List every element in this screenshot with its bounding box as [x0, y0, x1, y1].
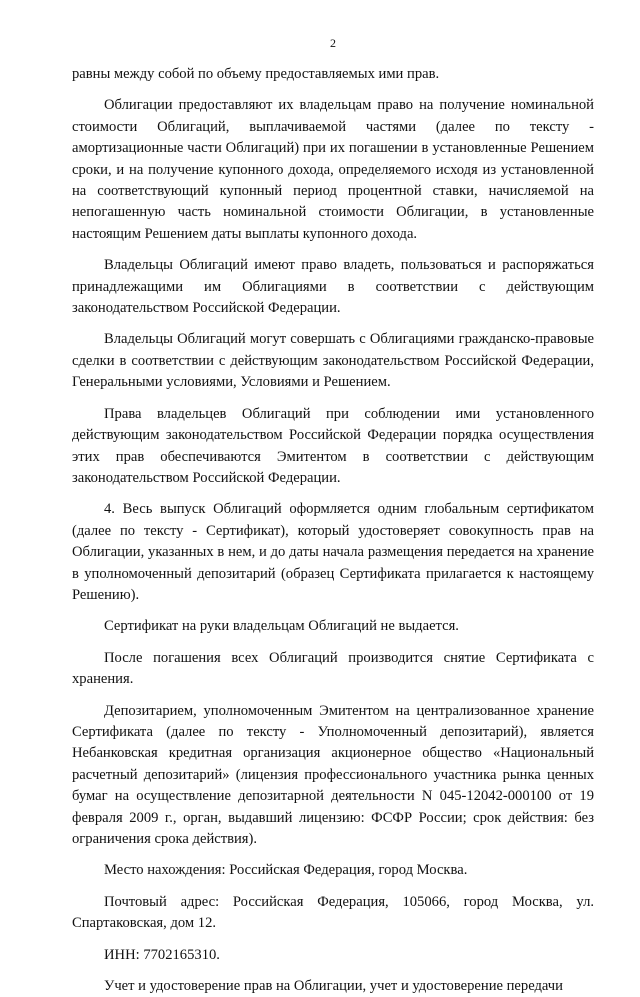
paragraph-rights-enforcement: Права владельцев Облигаций при соблюдении ими установленного действующим законодательством Российской Федерации порядка осуществления этих прав обеспечиваются Эмитентом в соответствии с действующим законодательством Российской Федерации.: [72, 405, 594, 486]
paragraph-certificate-not-issued: Сертификат на руки владельцам Облигаций не выдается.: [104, 618, 459, 635]
paragraph-inn: ИНН: 7702165310.: [104, 946, 220, 963]
paragraph-depositary: Депозитарием, уполномоченным Эмитентом на централизованное хранение Сертификата (далее по тексту - Уполномоченный депозитарий), является Небанковская кредитная организация акционерное общество «Национальный расчетный депозитарий» (лицензия профессионального участника рынка ценных бумаг на осуществление депозитарной деятельности N 045-12042-000100 от 19 февраля 2009 г., орган, выдавший лицензию: ФСФР России; срок действия: без ограничения срока действия).: [72, 702, 594, 847]
paragraph-transactions: Владельцы Облигаций могут совершать с Облигациями гражданско-правовые сделки в соответствии с действующим законодательством Российской Федерации, Генеральными условиями, Условиями и Решением.: [72, 331, 594, 391]
paragraph-certificate-removal: После погашения всех Облигаций производится снятие Сертификата с хранения.: [72, 649, 594, 688]
page-number: 2: [330, 36, 336, 50]
paragraph-certificate: 4. Весь выпуск Облигаций оформляется одним глобальным сертификатом (далее по тексту - Сертификат), который удостоверяет совокупность прав на Облигации, указанных в нем, и до даты начала размещения передается на хранение в уполномоченный депозитарий (образец Сертификата прилагается к настоящему Решению).: [72, 501, 594, 603]
paragraph-owner-rights: Владельцы Облигаций имеют право владеть, пользоваться и распоряжаться принадлежащими им Облигациями в соответствии с действующим законодательством Российской Федерации.: [72, 257, 594, 317]
paragraph-continuation: равны между собой по объему предоставляемых ими прав.: [72, 66, 440, 82]
paragraph-accounting: Учет и удостоверение прав на Облигации, учет и удостоверение передачи: [104, 978, 563, 995]
paragraph-bond-rights: Облигации предоставляют их владельцам право на получение номинальной стоимости Облигаций, выплачиваемой частями (далее по тексту - амортизационные части Облигаций) при их погашении в установленные Решением сроки, и на получение купонного дохода, определяемого исходя из установленной на соответствующий купонный период процентной ставки, начисляемой на непогашенную часть номинальной стоимости Облигации, в установленные настоящим Решением даты выплаты купонного дохода.: [72, 97, 594, 242]
paragraph-location: Место нахождения: Российская Федерация, город Москва.: [104, 862, 468, 879]
paragraph-postal-address: Почтовый адрес: Российская Федерация, 105066, город Москва, ул. Спартаковская, дом 12.: [72, 893, 594, 932]
